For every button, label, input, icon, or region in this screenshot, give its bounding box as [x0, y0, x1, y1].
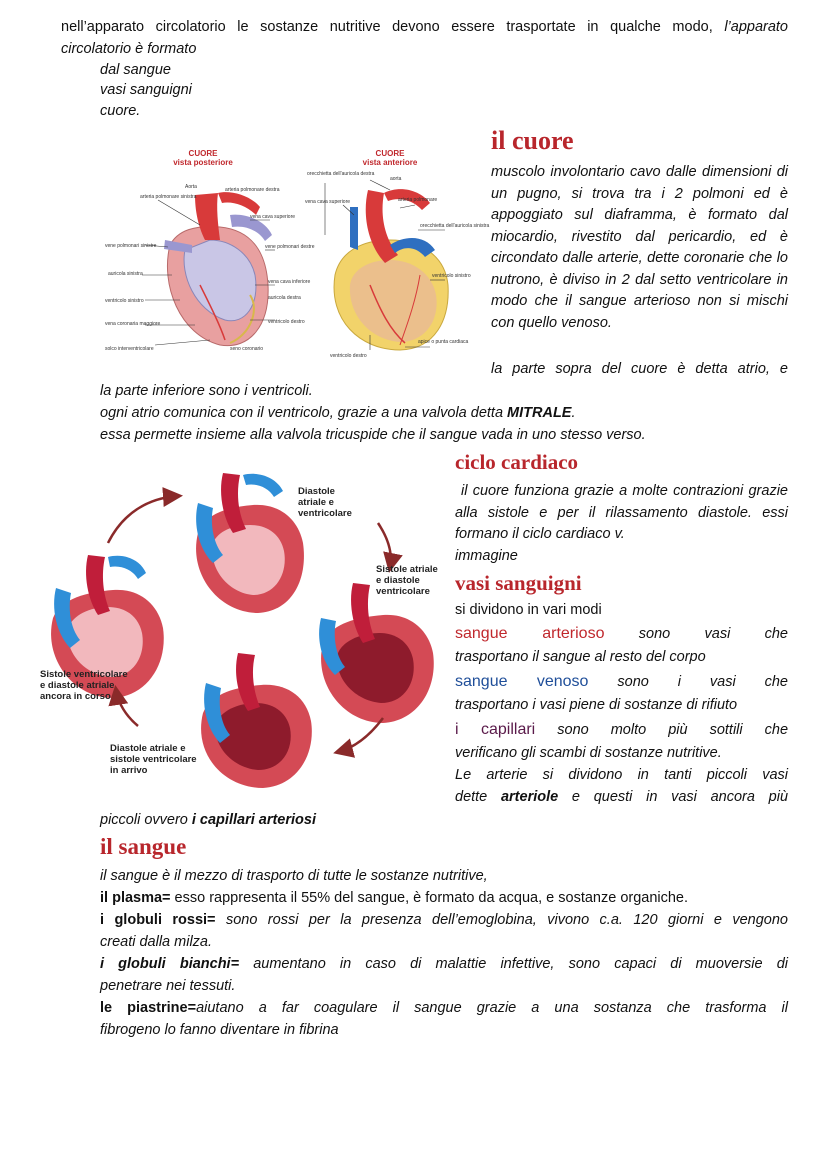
- posterior-title-2: vista posteriore: [173, 158, 233, 167]
- sangue-venoso-term: sangue venoso: [455, 673, 589, 690]
- heart-right: [319, 583, 434, 723]
- cycle-label-top-2: atriale e: [298, 497, 334, 508]
- ciclo-text: il cuore funziona grazie a molte contrazioni grazie alla sistole e per il rilassamento diastole. essi formano il ciclo cardiaco v.: [455, 483, 788, 542]
- vasi-capillari-line-2: verificano gli scambi di sostanze nutritive.: [455, 745, 722, 761]
- intro-item-sangue: dal sangue: [100, 62, 171, 78]
- capillari-arteriosi-term: i capillari arteriosi: [191, 812, 316, 828]
- piastrine-label: le piastrine=: [100, 1000, 197, 1016]
- sangue-piastrine: le piastrine=aiutano a far coagulare il sangue grazie a una sostanza che trasforma il: [100, 1000, 788, 1016]
- intro-line-2: circolatorio è formato: [61, 41, 197, 57]
- label-vene-polmonari-sinistre: vene polmonari sinistre: [105, 243, 157, 249]
- sangue-rossi: i globuli rossi= sono rossi per la presenza dell’emoglobina, vivono c.a. 120 giorni e vengono: [100, 912, 788, 928]
- sangue-intro: il sangue è il mezzo di trasporto di tutte le sostanze nutritive,: [100, 868, 488, 884]
- label-arteria-polmonare: arteria polmonare: [398, 197, 438, 203]
- cuore-text-5: essa permette insieme alla valvola tricuspide che il sangue vada in uno stesso verso.: [100, 427, 646, 443]
- vasi-capillari-line: i capillari sono molto più sottili che: [455, 721, 789, 738]
- label-seno-coronario: seno coronario: [230, 346, 264, 352]
- arteriole-term: arteriole: [500, 789, 559, 805]
- cuore-text-3: la parte inferiore sono i ventricoli.: [100, 383, 313, 399]
- cycle-label-bottom-3: in arrivo: [110, 765, 148, 776]
- cycle-label-right-2: e diastole: [376, 575, 420, 586]
- label-vene-polmonari-destre: vene polmonari destre: [265, 244, 315, 250]
- label-ventricolo-destro: ventricolo destro: [268, 319, 305, 325]
- cycle-label-left-3: ancora in corso: [40, 691, 111, 702]
- label-ventricolo-sinistro-anteriore: ventricolo sinistro: [432, 273, 471, 279]
- posterior-title-1: CUORE: [188, 149, 218, 158]
- vasi-arterie-line-1: Le arterie si dividono in tanti piccoli vasi: [455, 767, 788, 783]
- cuore-text-2: la parte sopra del cuore è detta atrio, e: [491, 361, 788, 377]
- globuli-rossi-label: i globuli rossi=: [100, 912, 216, 928]
- label-auricola-destra: auricola destra: [268, 295, 301, 301]
- cycle-label-right-1: Sistole atriale: [376, 564, 438, 575]
- label-apice: apice o punta cardiaca: [418, 339, 469, 345]
- label-vena-cava-superiore-anteriore: vena cava superiore: [305, 199, 351, 205]
- label-solco-interventricolare: solco interventricolare: [105, 346, 154, 352]
- cuore-text-4: ogni atrio comunica con il ventricolo, grazie a una valvola detta MITRALE.: [100, 405, 576, 421]
- anterior-title-1: CUORE: [375, 149, 405, 158]
- heart-top: [196, 473, 304, 613]
- cycle-label-left-1: Sistole ventricolare: [40, 669, 128, 680]
- cycle-label-bottom-2: sistole ventricolare: [110, 754, 197, 765]
- sangue-rossi-2: creati dalla milza.: [100, 934, 213, 950]
- label-aorta: Aorta: [185, 184, 197, 190]
- vasi-arterie-line-2: dette arteriole e questi in vasi ancora più: [455, 789, 789, 805]
- intro-item-cuore: cuore.: [100, 103, 141, 119]
- label-ventricolo-destro-anteriore: ventricolo destro: [330, 353, 367, 359]
- label-arteria-polmonare-destra: arteria polmonare destra: [225, 187, 280, 193]
- cuore-title: il cuore: [491, 126, 574, 155]
- label-vena-cava-inferiore: vena cava inferiore: [268, 279, 311, 285]
- plasma-label: il plasma=: [100, 890, 171, 906]
- vasi-arteriosi-line: sangue arterioso sono vasi che: [455, 625, 788, 642]
- label-auricola-sinistra: auricola sinistra: [108, 271, 143, 277]
- cycle-label-left-2: e diastole atriale: [40, 680, 115, 691]
- cycle-label-bottom-1: Diastole atriale e: [110, 743, 186, 754]
- label-arteria-polmonare-sinistra: arteria polmonare sinistra: [140, 194, 197, 200]
- sangue-bianchi: i globuli bianchi= aumentano in caso di malattie infettive, sono capaci di muoversie di: [100, 956, 788, 972]
- sangue-arterioso-term: sangue arterioso: [455, 625, 605, 642]
- label-aorta-anteriore: aorta: [390, 176, 402, 182]
- label-orecchietta-auricola-sinistra: orecchietta dell'auricola sinistra: [420, 223, 490, 229]
- sangue-title: il sangue: [100, 834, 187, 859]
- anterior-heart-drawing: [334, 189, 448, 350]
- intro-item-vasi: vasi sanguigni: [100, 82, 192, 98]
- vasi-intro: si dividono in vari modi: [455, 602, 602, 618]
- cycle-label-right-3: ventricolare: [376, 586, 430, 597]
- mitrale-term: MITRALE: [507, 405, 572, 421]
- intro-line-1: nell’apparato circolatorio le sostanze nutritive devono essere trasportate in qualche modo, l’apparato: [61, 19, 788, 35]
- vasi-venoso-line: sangue venoso sono i vasi che: [455, 673, 788, 690]
- label-ventricolo-sinistro: ventricolo sinistro: [105, 298, 144, 304]
- vasi-venoso-line-2: trasportano i vasi piene di sostanze di rifiuto: [455, 697, 738, 713]
- sangue-piastrine-2: fibrogeno lo fanno diventare in fibrina: [100, 1022, 339, 1038]
- anterior-title-2: vista anteriore: [362, 158, 418, 167]
- sangue-plasma: il plasma= esso rappresenta il 55% del sangue, è formato da acqua, e sostanze organiche.: [100, 890, 689, 906]
- globuli-bianchi-label: i globuli bianchi=: [100, 956, 240, 972]
- heart-anatomy-figure: [100, 135, 490, 367]
- cycle-label-top-1: Diastole: [298, 486, 335, 497]
- label-vena-coronaria-maggiore: vena coronaria maggiore: [105, 321, 161, 327]
- cuore-text: muscolo involontario cavo dalle dimensioni di un pugno, si trova tra i 2 polmoni ed è appoggiato sul diaframma, è formato dal miocardio, rivestito dal pericardio, ed è circondato dalle arterie, dette coronarie che lo nutrono, è diviso in 2 dal setto ventricolare in modo che il sangue arterioso non si mischi con quello venoso.: [491, 164, 788, 331]
- vasi-arteriosi-line-2: trasportano il sangue al resto del corpo: [455, 649, 706, 665]
- vasi-arterie-line-3: piccoli ovvero i capillari arteriosi: [100, 812, 316, 828]
- cycle-label-top-3: ventricolare: [298, 508, 352, 519]
- vasi-title: vasi sanguigni: [455, 571, 582, 595]
- ciclo-text-last: immagine: [455, 548, 518, 564]
- heart-bottom: [201, 653, 312, 788]
- cardiac-cycle-diagram: [38, 458, 448, 788]
- ciclo-title: ciclo cardiaco: [455, 450, 579, 474]
- capillari-term: i capillari: [455, 721, 536, 738]
- sangue-bianchi-2: penetrare nei tessuti.: [100, 978, 236, 994]
- label-orecchietta-auricola-destra: orecchietta dell'auricola destra: [307, 171, 375, 177]
- label-vena-cava-superiore: vena cava superiore: [250, 214, 296, 220]
